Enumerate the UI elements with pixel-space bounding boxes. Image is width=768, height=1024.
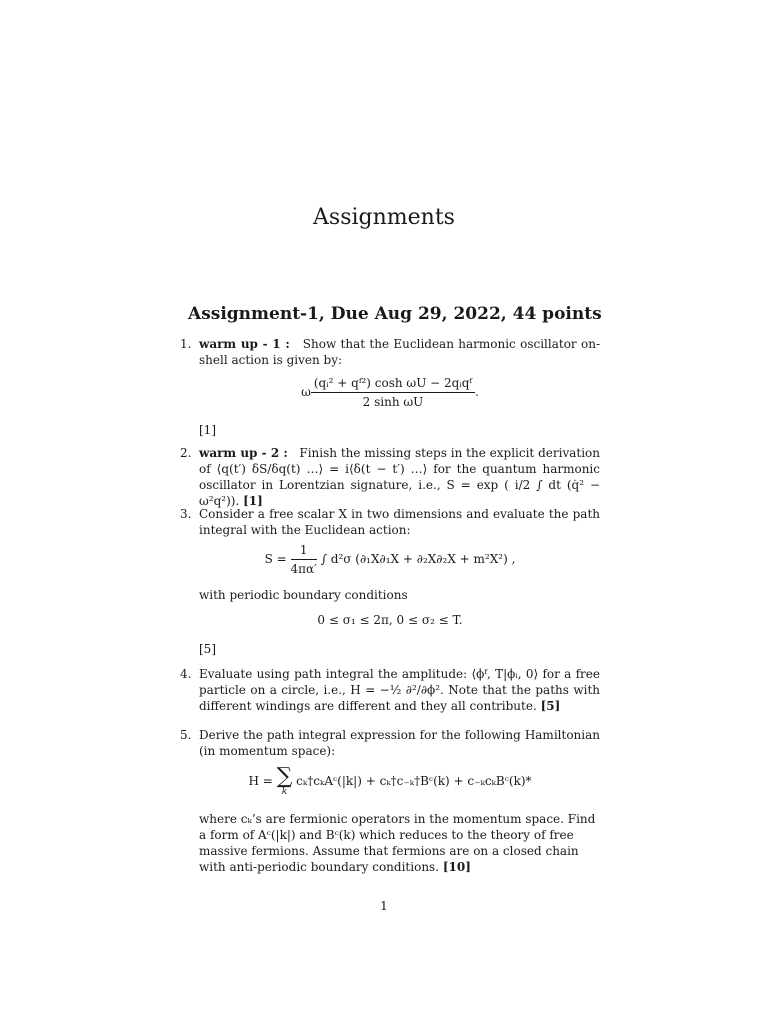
equation-euclidean-action: S = $\frac{1}{4\pi\alpha'}$ ∫ d²σ (∂₁X∂₁X + ∂₂X∂₂X + m²X²) , xyxy=(264,543,516,576)
problem-4: 4. Evaluate using path integral the amplitude: ⟨ϕᶠ, T|ϕᵢ, 0⟩ for a free particle on a circle, i.e., H = −½ ∂²/∂ϕ². Note that the paths with different windings are different and they all contribute. [5] xyxy=(180,667,600,713)
equation-on-shell-action: ω $\frac{\text{(qᵢ² + qᶠ²) cosh ωU − 2qᵢqᶠ}}{\text{2 sinh ωU}}$ . xyxy=(301,376,479,409)
document-title: Assignments xyxy=(313,205,455,230)
problem-3-points: [5] xyxy=(199,642,216,656)
assignment-heading: Assignment-1, Due Aug 29, 2022, 44 points xyxy=(188,304,602,324)
problem-4-points: [5] xyxy=(540,699,561,713)
problem-text: Show that the Euclidean harmonic oscillator on-shell action is given by: xyxy=(199,337,601,367)
problem-1-points: [1] xyxy=(199,423,216,437)
page-number: 1 xyxy=(380,899,388,913)
problem-3-followup: with periodic boundary conditions xyxy=(199,588,408,602)
problem-5-followup: where cₖ’s are fermionic operators in the momentum space. Find a form of Aᶜ(|k|) and Bᶜ(k) which reduces to the theory of free massive fermions. Assume that fermions are on a closed chain with anti-periodic boundary conditions. [10] xyxy=(199,812,596,874)
problem-2-points: [1] xyxy=(243,494,263,508)
equation-boundary-conditions: 0 ≤ σ₁ ≤ 2π, 0 ≤ σ₂ ≤ T. xyxy=(317,613,463,627)
problem-1 xyxy=(180,336,600,368)
problem-3: 3. Consider a free scalar X in two dimensions and evaluate the path integral with the Euclidean action: xyxy=(180,507,600,537)
problem-number: 5. xyxy=(180,728,192,742)
problem-label: warm up - 2 : xyxy=(199,446,288,460)
problem-5: 5. Derive the path integral expression for the following Hamiltonian (in momentum space): xyxy=(180,728,600,758)
equation-hamiltonian: H = ∑ k cₖ†cₖAᶜ(|k|) + cₖ†c₋ₖ†Bᶜ(k) + c₋ₖcₖBᶜ(k)* xyxy=(248,764,532,797)
problem-number: 3. xyxy=(180,507,192,521)
problem-2: 2. warm up - 2 : Finish the missing steps in the explicit derivation of ⟨q(t′) δS/δq(t) …⟩ = i⟨δ(t − t′) …⟩ for the quantum harmonic oscillator in Lorentzian signature, i.e., S = exp ( i/2 ∫ dt (q̇² − ω²q²)). [1] xyxy=(180,446,601,508)
problem-number: 4. xyxy=(180,667,192,681)
problem-number: 1. xyxy=(180,337,192,351)
problem-number: 2. xyxy=(180,446,192,460)
problem-label: warm up - 1 : xyxy=(199,337,290,351)
problem-5-points: [10] xyxy=(442,860,471,874)
